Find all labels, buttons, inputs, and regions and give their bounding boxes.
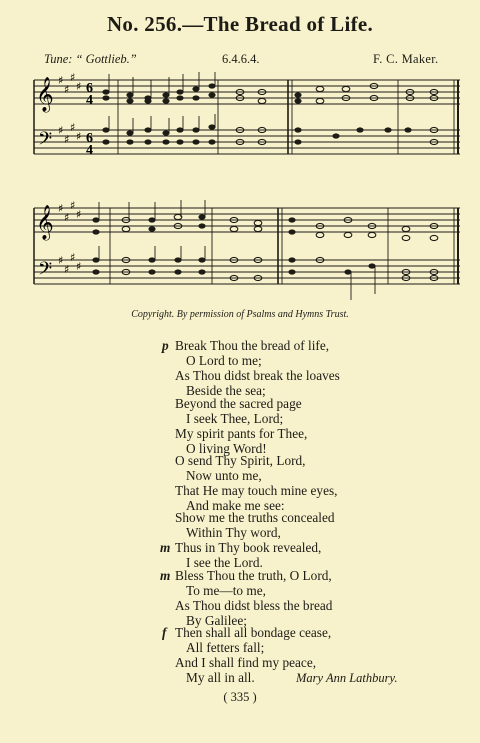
verse-line: Beside the sea; xyxy=(186,383,266,398)
svg-text:♯: ♯ xyxy=(64,211,70,224)
svg-text:♯: ♯ xyxy=(64,133,70,146)
verse-line: Beyond the sacred page xyxy=(175,396,302,411)
verse-line: To me—to me, xyxy=(186,583,266,598)
dynamic-mark: f xyxy=(162,625,167,640)
treble-clef-icon: 𝄞 xyxy=(36,205,54,240)
svg-text:6: 6 xyxy=(86,81,93,96)
time-signature xyxy=(86,81,93,158)
svg-text:4: 4 xyxy=(86,93,93,108)
verse-line: As Thou didst bless the bread xyxy=(175,598,333,613)
verse-line: As Thou didst break the loaves xyxy=(175,368,340,383)
copyright-notice: Copyright. By permission of Psalms and Hymns Trust. xyxy=(131,309,349,320)
hymn-title: No. 256.—The Bread of Life. xyxy=(106,12,374,36)
verse-line: I seek Thee, Lord; xyxy=(186,411,284,426)
verse-line: O send Thy Spirit, Lord, xyxy=(175,453,306,468)
bass-clef-icon: 𝄢 xyxy=(38,259,53,284)
page-number: ( 335 ) xyxy=(223,690,257,704)
svg-text:♯: ♯ xyxy=(76,260,82,273)
verse-line: O living Word! xyxy=(186,441,267,456)
verse-line: Within Thy word, xyxy=(186,525,281,540)
note-stems xyxy=(109,72,215,133)
treble-clef-icon: 𝄞 xyxy=(36,77,54,112)
svg-text:♯: ♯ xyxy=(70,200,76,212)
svg-text:6: 6 xyxy=(86,131,93,146)
svg-text:♯: ♯ xyxy=(64,83,70,96)
svg-text:♯: ♯ xyxy=(76,80,82,93)
verse-line: By Galilee; xyxy=(186,613,247,628)
svg-text:♯: ♯ xyxy=(76,130,82,143)
verse-line: Bless Thou the truth, O Lord, xyxy=(175,568,332,583)
half-noteheads xyxy=(122,214,438,280)
svg-text:♯: ♯ xyxy=(58,124,64,137)
svg-text:♯: ♯ xyxy=(70,251,76,264)
verse-line: And make me see: xyxy=(186,498,285,513)
note-stems xyxy=(99,200,375,300)
verse-line: And I shall find my peace, xyxy=(175,655,317,670)
tune-name: Tune: “ Gottlieb.” xyxy=(44,52,137,66)
svg-text:♯: ♯ xyxy=(58,74,64,87)
noteheads xyxy=(102,83,411,144)
verse-line: O Lord to me; xyxy=(186,353,262,368)
verse-line: Now unto me, xyxy=(186,468,262,483)
author-credit: Mary Ann Lathbury. xyxy=(296,671,398,685)
bass-clef-icon: 𝄢 xyxy=(38,129,53,154)
svg-text:♯: ♯ xyxy=(64,263,70,276)
verse-line: All fetters fall; xyxy=(186,640,265,655)
verse-line: Then shall all bondage cease, xyxy=(175,625,332,640)
verse-line: Break Thou the bread of life, xyxy=(175,338,330,353)
svg-text:♯: ♯ xyxy=(70,72,76,84)
svg-text:♯: ♯ xyxy=(70,121,76,134)
verse-line: Thus in Thy book revealed, xyxy=(175,540,322,555)
verse-line: My spirit pants for Thee, xyxy=(175,426,308,441)
svg-text:4: 4 xyxy=(86,143,93,158)
verse-line: Show me the truths concealed xyxy=(175,510,335,525)
dynamic-mark: m xyxy=(160,568,171,583)
verse-line: I see the Lord. xyxy=(186,555,263,570)
svg-text:♯: ♯ xyxy=(76,208,82,221)
verse-line: That He may touch mine eyes, xyxy=(175,483,338,498)
key-signature-sharps xyxy=(58,200,81,276)
dynamic-mark: m xyxy=(160,540,171,555)
composer: F. C. Maker. xyxy=(373,52,439,66)
svg-text:♯: ♯ xyxy=(58,202,64,215)
svg-text:♯: ♯ xyxy=(58,254,64,267)
key-signature-sharps xyxy=(58,72,81,146)
verse-line: My all in all. xyxy=(186,670,255,685)
music-system-1 xyxy=(30,72,462,164)
meter: 6.4.6.4. xyxy=(222,52,260,66)
music-system-2 xyxy=(30,200,462,304)
dynamic-mark: p xyxy=(162,338,169,353)
